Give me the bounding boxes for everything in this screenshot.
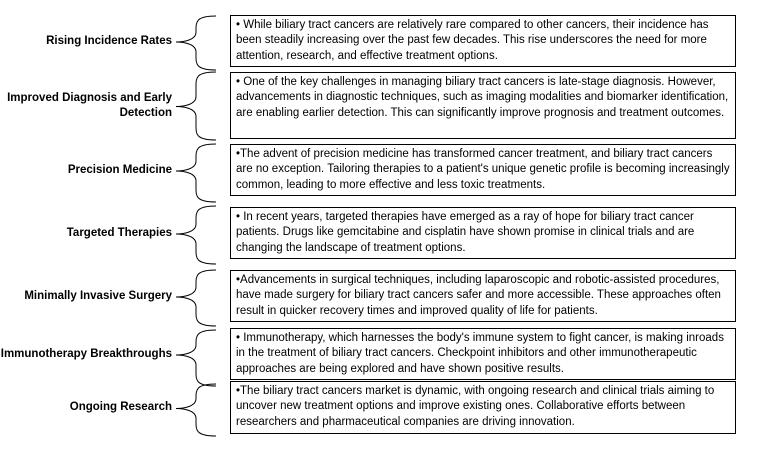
row-label: Minimally Invasive Surgery xyxy=(24,289,172,302)
curly-brace-icon xyxy=(172,0,222,451)
row-label: Immunotherapy Breakthroughs xyxy=(0,347,172,360)
row-label: Precision Medicine xyxy=(67,163,172,176)
diagram-row xyxy=(0,328,763,380)
diagram-row xyxy=(0,72,763,139)
row-description: • In recent years, targeted therapies have emerged as a ray of hope for biliary tract cancer patients. Drugs like gemcitabine and cisplatin have shown promise in clinical trials and are changing the landscape of treatment options. xyxy=(230,207,736,259)
row-label: Rising Incidence Rates xyxy=(46,34,172,47)
row-description: •The advent of precision medicine has transformed cancer treatment, and biliary tract cancers are no exception. Tailoring therapies to a patient's unique genetic profile is becoming increasingly common, leading to more effective and less toxic treatments. xyxy=(230,144,736,196)
row-label: Targeted Therapies xyxy=(66,226,172,239)
row-description: • Immunotherapy, which harnesses the body's immune system to fight cancer, is making inroads in the treatment of biliary tract cancers. Checkpoint inhibitors and other immunotherapeutic approaches are being explored and have shown positive results. xyxy=(230,328,736,380)
diagram-row xyxy=(0,381,763,434)
row-description: •Advancements in surgical techniques, including laparoscopic and robotic-assisted procedures, have made surgery for biliary tract cancers safer and more accessible. These approaches often result in quicker recovery times and improved quality of life for patients. xyxy=(230,270,736,322)
diagram-row xyxy=(0,270,763,322)
row-description: • One of the key challenges in managing biliary tract cancers is late-stage diagnosis. However, advancements in diagnostic techniques, such as imaging modalities and biomarker identification, are enabling earlier detection. This can significantly improve prognosis and treatment outcomes. xyxy=(230,72,736,139)
row-description: •The biliary tract cancers market is dynamic, with ongoing research and clinical trials aiming to uncover new treatment options and improve existing ones. Collaborative efforts between researchers and pharmaceutical companies are driving innovation. xyxy=(230,381,736,434)
diagram-row xyxy=(0,207,763,259)
row-description: • While biliary tract cancers are relatively rare compared to other cancers, their incidence has been steadily increasing over the past few decades. This rise underscores the need for more attention, research, and effective treatment options. xyxy=(230,15,736,67)
row-label: Improved Diagnosis and Early Detection xyxy=(7,91,172,119)
diagram-row xyxy=(0,15,763,67)
row-label: Ongoing Research xyxy=(69,401,172,413)
diagram-row xyxy=(0,144,763,196)
